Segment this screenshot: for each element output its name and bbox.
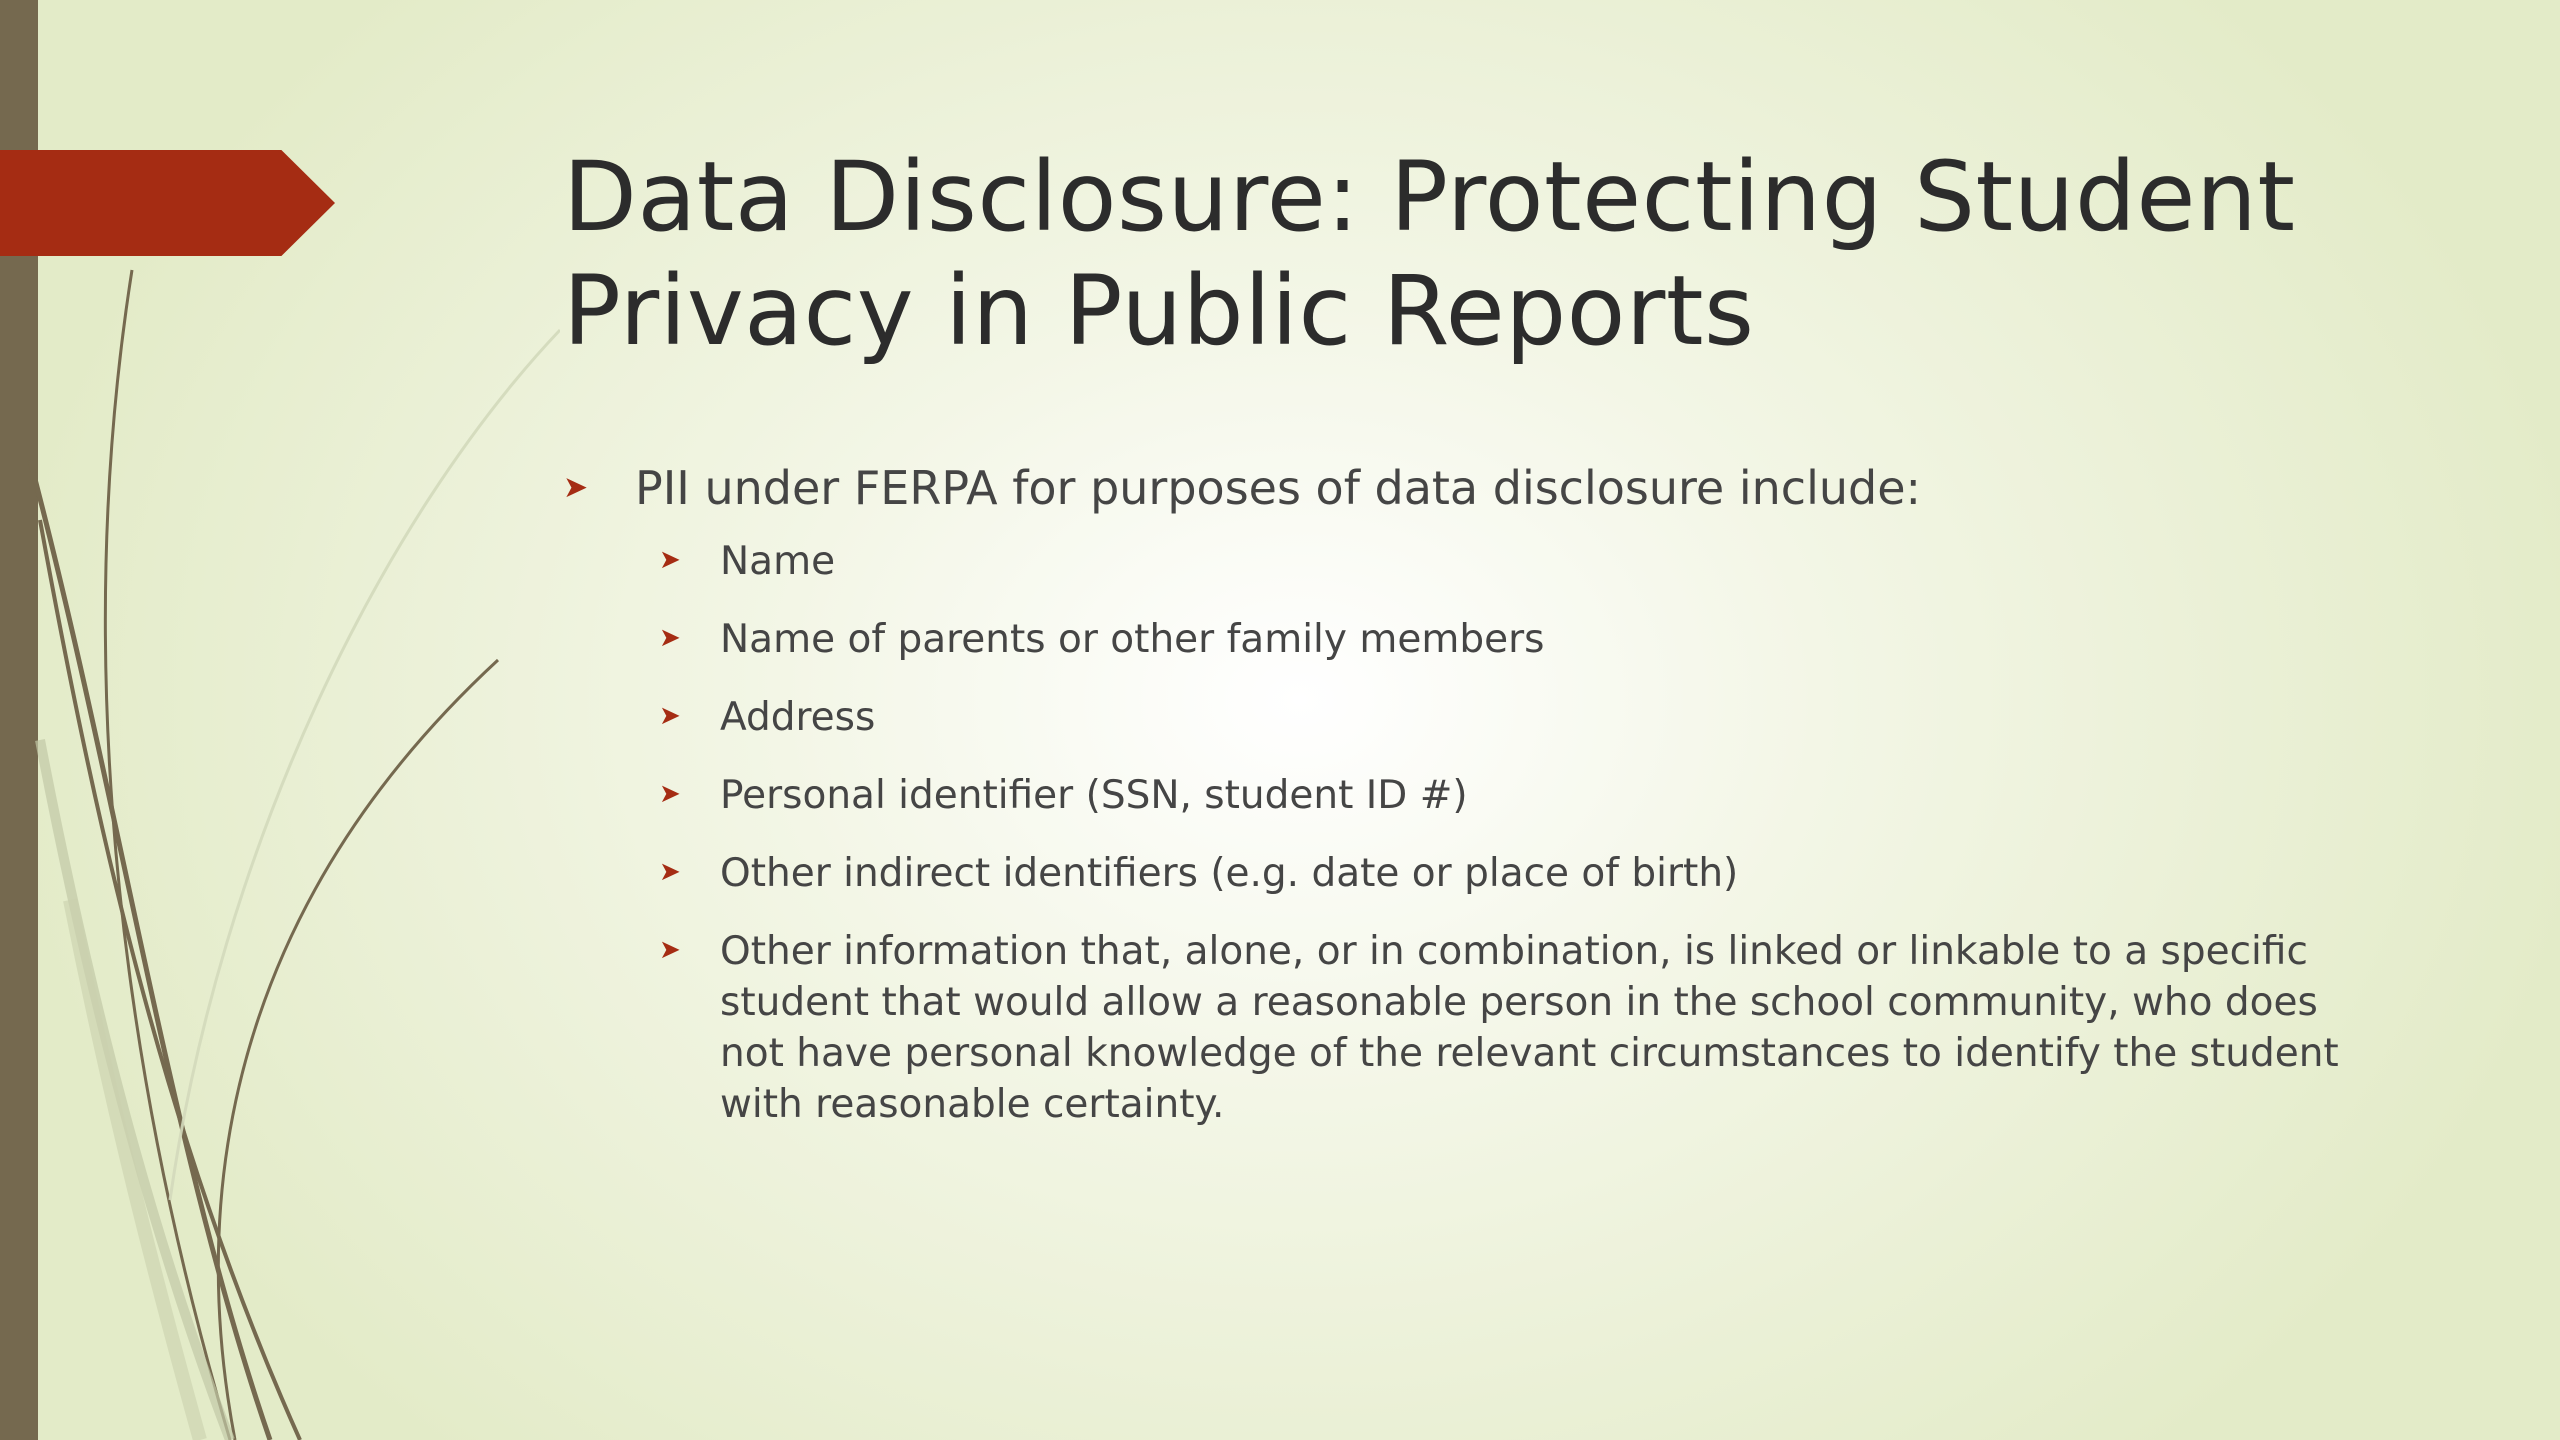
list-item: [563, 770, 2393, 821]
bullet-list: [563, 458, 2393, 1157]
list-item: [563, 848, 2393, 899]
slide-title-line-2: Privacy in Public Reports: [563, 255, 1755, 367]
arrow-bullet-icon: ➤: [659, 701, 681, 731]
list-item: [563, 536, 2393, 587]
list-item-text: Other information that, alone, or in combination, is linked or linkable to a specific student that would allow a reasonable person in the school community, who does not have personal knowledge of the relevant circumstances to identify the student with reasonable certainty.: [720, 929, 2339, 1127]
arrow-bullet-icon: ➤: [659, 545, 681, 575]
list-item-text: Personal identifier (SSN, student ID #): [720, 773, 1468, 818]
list-item-text: Other indirect identifiers (e.g. date or place of birth): [720, 851, 1739, 896]
list-item: [563, 614, 2393, 665]
slide-title-line-1: Data Disclosure: Protecting Student: [563, 141, 2296, 253]
list-item: [563, 458, 2393, 518]
arrow-bullet-icon: ➤: [659, 623, 681, 653]
arrow-bullet-icon: ➤: [659, 935, 681, 965]
list-item: [563, 692, 2393, 743]
list-item-text: Name of parents or other family members: [720, 617, 1545, 662]
list-item-text: Address: [720, 695, 876, 740]
arrow-bullet-icon: ➤: [563, 470, 589, 505]
list-item-text: Name: [720, 539, 836, 584]
arrow-bullet-icon: ➤: [659, 857, 681, 887]
title-arrow-tab: [0, 150, 335, 256]
list-item: [563, 926, 2393, 1130]
arrow-bullet-icon: ➤: [659, 779, 681, 809]
slide-title: [563, 140, 2463, 368]
list-item-text: PII under FERPA for purposes of data disclosure include:: [635, 461, 1922, 515]
